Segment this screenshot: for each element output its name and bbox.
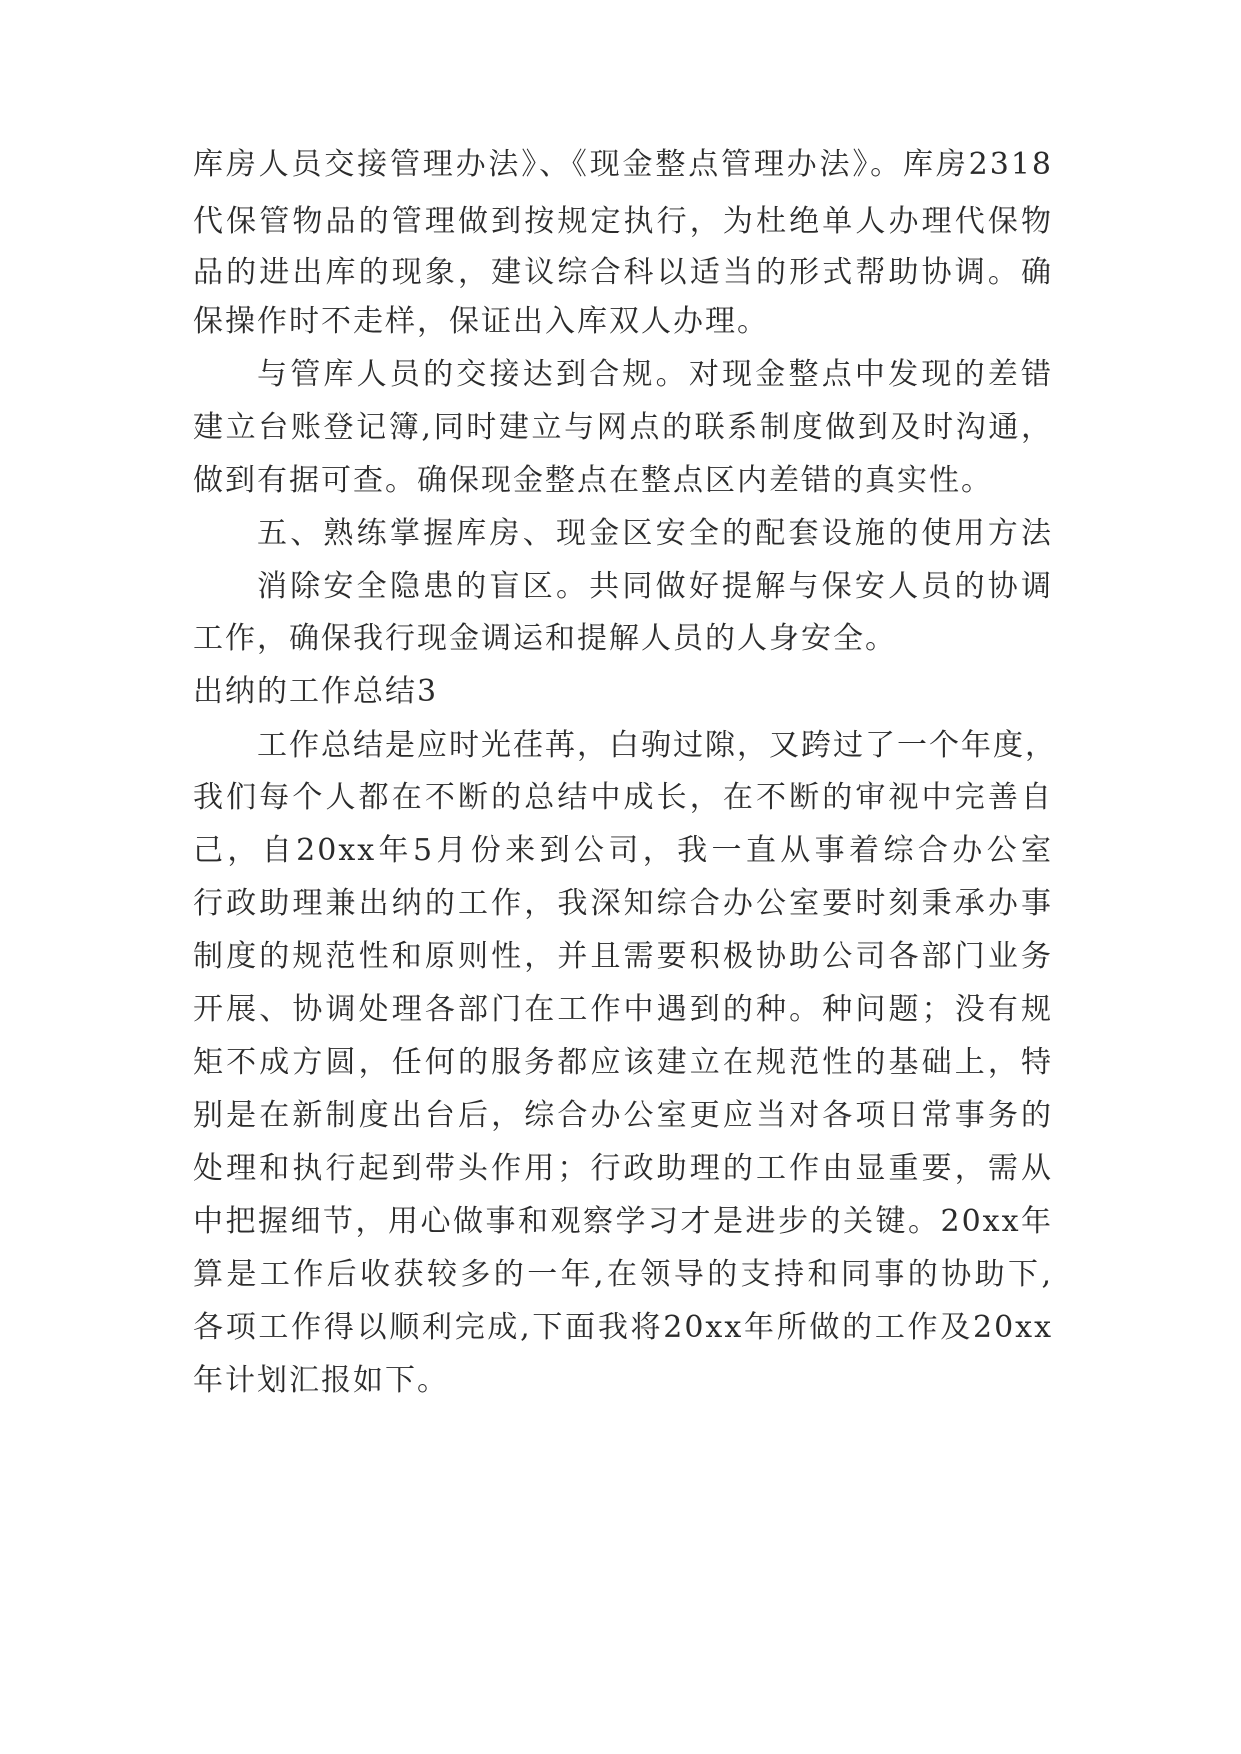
body-text-line: 己，自20xx年5月份来到公司，我一直从事着综合办公室 xyxy=(193,833,1053,868)
body-text-line: 品的进出库的现象，建议综合科以适当的形式帮助协调。确 xyxy=(193,255,1053,290)
body-text-line: 算是工作后收获较多的一年,在领导的支持和同事的协助下, xyxy=(193,1257,1053,1292)
body-text-line: 工作，确保我行现金调运和提解人员的人身安全。 xyxy=(193,621,897,656)
paragraph-first-line: 与管库人员的交接达到合规。对现金整点中发现的差错 xyxy=(257,357,1053,392)
paragraph-first-line: 工作总结是应时光荏苒，白驹过隙，又跨过了一个年度， xyxy=(257,728,1057,763)
body-text-line: 矩不成方圆，任何的服务都应该建立在规范性的基础上，特 xyxy=(193,1045,1053,1080)
body-text-line: 中把握细节，用心做事和观察学习才是进步的关键。20xx年 xyxy=(193,1204,1053,1239)
body-text-line: 建立台账登记簿,同时建立与网点的联系制度做到及时沟通， xyxy=(193,410,1053,445)
body-text-line: 开展、协调处理各部门在工作中遇到的种。种问题；没有规 xyxy=(193,992,1053,1027)
body-text-line: 行政助理兼出纳的工作，我深知综合办公室要时刻秉承办事 xyxy=(193,886,1053,921)
body-text-line: 保操作时不走样，保证出入库双人办理。 xyxy=(193,304,769,339)
body-text-line: 年计划汇报如下。 xyxy=(193,1363,449,1398)
body-text-line: 库房人员交接管理办法》、《现金整点管理办法》。库房2318 xyxy=(193,147,1053,182)
body-text-line: 处理和执行起到带头作用；行政助理的工作由显重要，需从 xyxy=(193,1151,1053,1186)
section-title: 出纳的工作总结3 xyxy=(193,674,439,709)
paragraph-first-line: 消除安全隐患的盲区。共同做好提解与保安人员的协调 xyxy=(257,569,1053,604)
body-text-line: 制度的规范性和原则性，并且需要积极协助公司各部门业务 xyxy=(193,939,1053,974)
body-text-line: 做到有据可查。确保现金整点在整点区内差错的真实性。 xyxy=(193,463,993,498)
body-text-line: 我们每个人都在不断的总结中成长，在不断的审视中完善自 xyxy=(193,780,1053,815)
body-text-line: 别是在新制度出台后，综合办公室更应当对各项日常事务的 xyxy=(193,1098,1053,1133)
body-text-line: 各项工作得以顺利完成,下面我将20xx年所做的工作及20xx xyxy=(193,1310,1053,1345)
section-heading-five: 五、熟练掌握库房、现金区安全的配套设施的使用方法 xyxy=(257,516,1053,551)
body-text-line: 代保管物品的管理做到按规定执行，为杜绝单人办理代保物 xyxy=(193,204,1053,239)
